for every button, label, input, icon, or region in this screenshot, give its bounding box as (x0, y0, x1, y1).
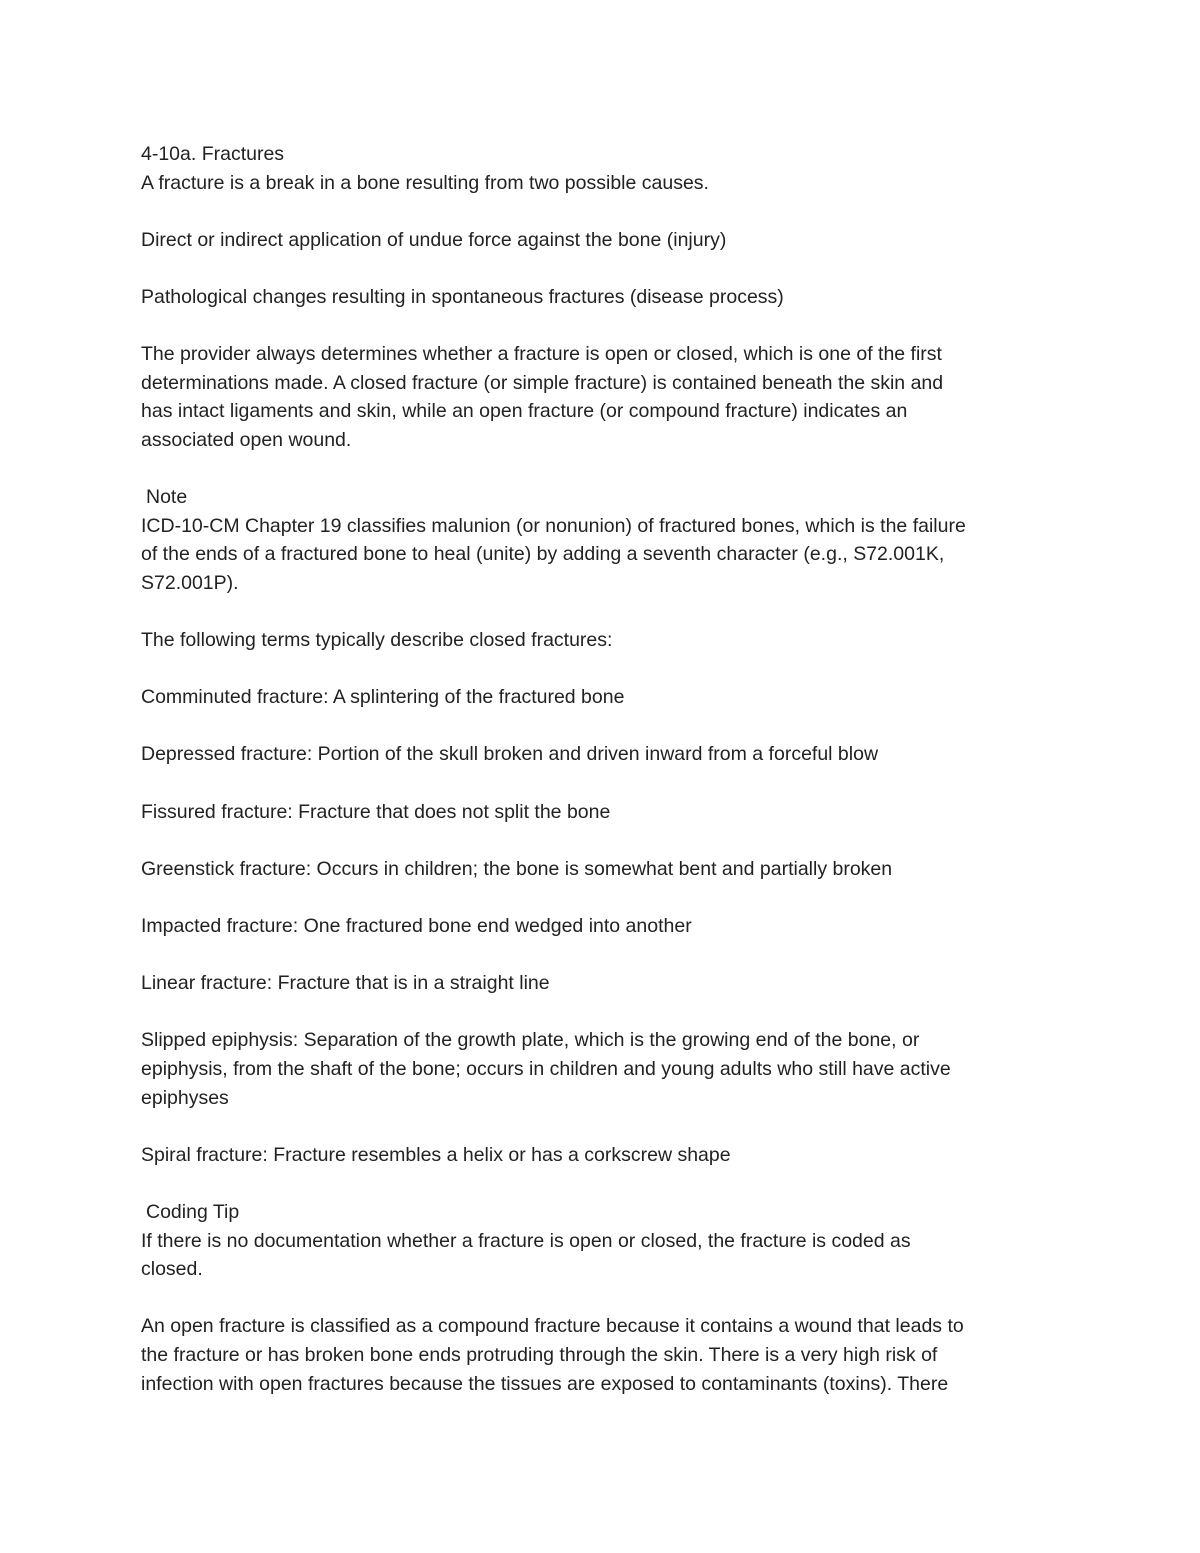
section-heading: 4-10a. Fractures (141, 143, 285, 165)
open-closed-line: has intact ligaments and skin, while an open fracture (or compound fracture) indicates an (141, 400, 908, 423)
note-line: of the ends of a fractured bone to heal (unite) by adding a seventh character (e.g., S72.001K, (141, 543, 945, 566)
cause-injury: Direct or indirect application of undue force against the bone (injury) (141, 228, 727, 251)
coding-tip-line: closed. (141, 1258, 203, 1281)
note-line: S72.001P). (141, 571, 239, 594)
term-depressed: Depressed fracture: Portion of the skull broken and driven inward from a forceful blow (141, 743, 879, 766)
coding-tip-line: If there is no documentation whether a fracture is open or closed, the fracture is coded as (141, 1229, 911, 1252)
term-slipped-epiphysis: epiphyses (141, 1086, 229, 1109)
note-line: ICD-10-CM Chapter 19 classifies malunion (or nonunion) of fractured bones, which is the failure (141, 514, 966, 537)
open-fracture-line: the fracture or has broken bone ends protruding through the skin. There is a very high risk of (141, 1343, 938, 1366)
term-fissured: Fissured fracture: Fracture that does not split the bone (141, 800, 611, 823)
open-closed-line: determinations made. A closed fracture (or simple fracture) is contained beneath the skin and (141, 371, 944, 394)
coding-tip-label: Coding Tip (146, 1200, 240, 1223)
term-greenstick: Greenstick fracture: Occurs in children; the bone is somewhat bent and partially broken (141, 857, 893, 880)
intro-text: A fracture is a break in a bone resulting from two possible causes. (141, 171, 709, 194)
document-body (141, 140, 1061, 1398)
term-linear: Linear fracture: Fracture that is in a straight line (141, 972, 550, 995)
open-closed-line: associated open wound. (141, 428, 352, 451)
open-closed-line: The provider always determines whether a fracture is open or closed, which is one of the first (141, 343, 942, 366)
term-spiral: Spiral fracture: Fracture resembles a helix or has a corkscrew shape (141, 1143, 731, 1166)
term-slipped-epiphysis: Slipped epiphysis: Separation of the growth plate, which is the growing end of the bone, or (141, 1029, 920, 1052)
term-comminuted: Comminuted fracture: A splintering of the fractured bone (141, 686, 625, 709)
term-impacted: Impacted fracture: One fractured bone end wedged into another (141, 915, 692, 938)
note-label: Note (146, 486, 188, 509)
open-fracture-line: infection with open fractures because the tissues are exposed to contaminants (toxins). There (141, 1372, 949, 1395)
cause-disease: Pathological changes resulting in spontaneous fractures (disease process) (141, 285, 784, 308)
term-slipped-epiphysis: epiphysis, from the shaft of the bone; occurs in children and young adults who still have active (141, 1058, 951, 1080)
open-fracture-line: An open fracture is classified as a compound fracture because it contains a wound that leads to (141, 1315, 964, 1338)
terms-intro: The following terms typically describe closed fractures: (141, 629, 613, 652)
